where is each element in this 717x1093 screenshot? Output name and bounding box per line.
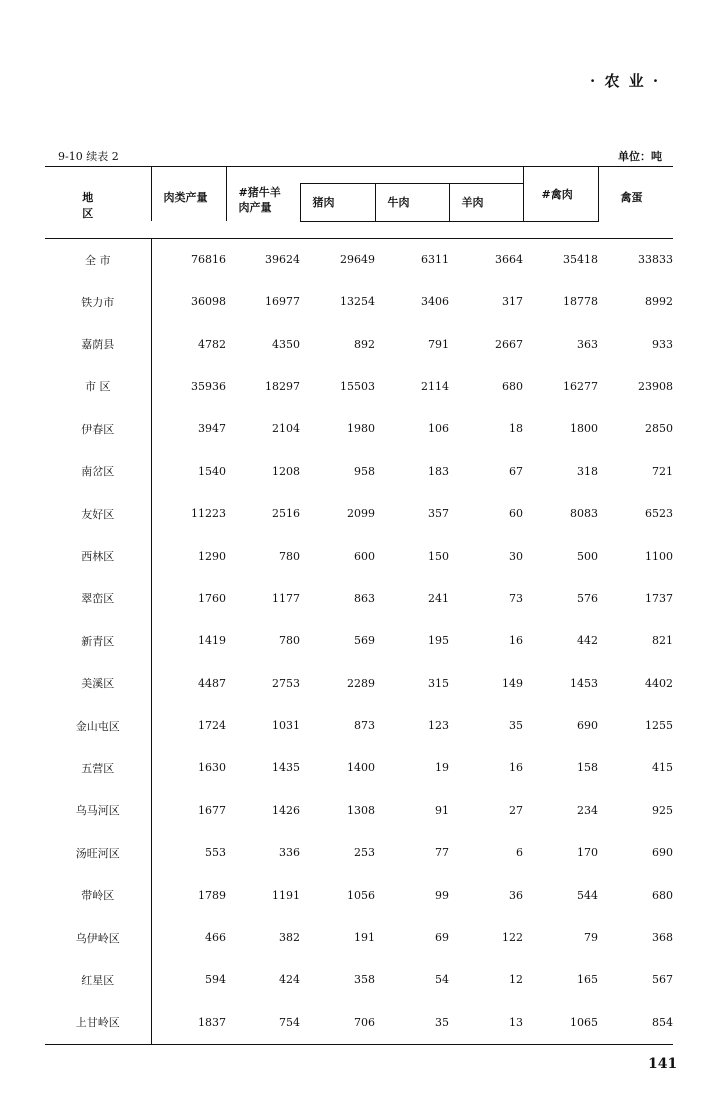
cell-pork: 1056 bbox=[347, 888, 375, 902]
cell-beef: 91 bbox=[435, 803, 449, 817]
cell-redmeat: 424 bbox=[279, 973, 300, 987]
cell-eggs: 821 bbox=[652, 634, 674, 648]
cell-redmeat: 1031 bbox=[272, 719, 300, 733]
cell-mutton: 36 bbox=[509, 888, 524, 902]
cell-meat-total: 1760 bbox=[151, 577, 226, 619]
col-header-pork: 猪肉 bbox=[300, 184, 375, 221]
cell-pork: 2099 bbox=[347, 507, 375, 521]
cell-mutton: 6 bbox=[516, 846, 524, 860]
cell-mutton: 27 bbox=[509, 803, 524, 817]
col-header-redmeat-group bbox=[300, 167, 523, 184]
cell-region: 市 区 bbox=[85, 380, 111, 394]
cell-poultry: 442 bbox=[577, 634, 599, 648]
cell-pork: 892 bbox=[354, 337, 375, 351]
cell-meat-total: 36098 bbox=[151, 281, 226, 323]
cell-region: 西林区 bbox=[81, 550, 115, 564]
cell-beef: 150 bbox=[428, 549, 449, 563]
cell-region: 新青区 bbox=[81, 634, 115, 648]
col-header-beef: 牛肉 bbox=[375, 184, 449, 221]
cell-poultry: 544 bbox=[577, 888, 599, 902]
table-row bbox=[45, 704, 673, 746]
cell-region: 乌伊岭区 bbox=[75, 931, 120, 945]
cell-beef: 315 bbox=[428, 676, 449, 690]
table-row bbox=[45, 959, 673, 1001]
col-header-meat-total: 肉类产量 bbox=[151, 167, 226, 222]
cell-poultry: 1065 bbox=[523, 1001, 598, 1044]
cell-pork: 873 bbox=[354, 719, 375, 733]
cell-poultry: 318 bbox=[577, 464, 599, 478]
cell-redmeat: 16977 bbox=[265, 295, 300, 309]
cell-redmeat: 1426 bbox=[272, 803, 300, 817]
cell-eggs: 6523 bbox=[645, 507, 674, 521]
page-number: 141 bbox=[648, 1056, 678, 1072]
table-row bbox=[45, 238, 673, 281]
cell-region: 带岭区 bbox=[81, 889, 115, 903]
cell-region: 全 市 bbox=[85, 253, 111, 267]
cell-region: 友好区 bbox=[81, 507, 115, 521]
cell-poultry: 1453 bbox=[570, 676, 599, 690]
unit-label: 单位：吨 bbox=[618, 150, 662, 163]
cell-beef: 69 bbox=[435, 931, 449, 945]
cell-region: 金山屯区 bbox=[75, 719, 120, 733]
header-spacer bbox=[45, 221, 673, 238]
table-row bbox=[45, 281, 673, 323]
cell-meat-total: 1789 bbox=[151, 874, 226, 916]
cell-meat-total: 553 bbox=[151, 832, 226, 874]
table-row bbox=[45, 789, 673, 831]
cell-eggs: 4402 bbox=[645, 676, 674, 690]
cell-poultry: 690 bbox=[577, 719, 599, 733]
col-header-poultry: #禽肉 bbox=[523, 167, 598, 222]
cell-redmeat: 4350 bbox=[272, 337, 300, 351]
cell-poultry: 165 bbox=[577, 973, 599, 987]
cell-beef: 3406 bbox=[421, 295, 449, 309]
cell-mutton: 680 bbox=[502, 379, 524, 393]
cell-pork: 569 bbox=[354, 634, 375, 648]
cell-redmeat: 1208 bbox=[272, 464, 300, 478]
cell-pork: 29649 bbox=[340, 253, 375, 266]
cell-eggs: 925 bbox=[652, 803, 674, 817]
cell-pork: 1400 bbox=[347, 761, 375, 775]
cell-redmeat: 39624 bbox=[265, 253, 300, 266]
cell-beef: 77 bbox=[435, 846, 449, 860]
cell-eggs: 1255 bbox=[645, 719, 674, 733]
cell-beef: 791 bbox=[428, 337, 449, 351]
cell-meat-total: 1540 bbox=[151, 450, 226, 492]
cell-meat-total: 4782 bbox=[151, 323, 226, 365]
table-row bbox=[45, 874, 673, 916]
cell-meat-total: 11223 bbox=[151, 492, 226, 534]
cell-meat-total: 3947 bbox=[151, 408, 226, 450]
cell-eggs: 1100 bbox=[645, 549, 674, 563]
cell-pork: 15503 bbox=[340, 379, 375, 393]
cell-pork: 1308 bbox=[347, 803, 375, 817]
table-row bbox=[45, 577, 673, 619]
cell-poultry: 170 bbox=[577, 846, 599, 860]
meat-production-table bbox=[45, 166, 673, 1045]
cell-mutton: 2667 bbox=[495, 337, 524, 351]
cell-pork: 600 bbox=[354, 549, 375, 563]
cell-mutton: 12 bbox=[509, 973, 524, 987]
table-row bbox=[45, 747, 673, 789]
cell-mutton: 317 bbox=[502, 295, 524, 309]
cell-pork: 706 bbox=[300, 1001, 375, 1044]
cell-mutton: 122 bbox=[502, 931, 524, 945]
cell-meat-total: 1724 bbox=[151, 704, 226, 746]
cell-pork: 2289 bbox=[347, 676, 375, 690]
cell-mutton: 16 bbox=[509, 761, 524, 775]
cell-region: 乌马河区 bbox=[75, 804, 120, 818]
cell-mutton: 16 bbox=[509, 634, 524, 648]
table-row bbox=[45, 323, 673, 365]
cell-mutton: 30 bbox=[509, 549, 524, 563]
cell-meat-total: 466 bbox=[151, 916, 226, 958]
table-row bbox=[45, 916, 673, 958]
cell-meat-total: 1290 bbox=[151, 535, 226, 577]
table-row bbox=[45, 620, 673, 662]
cell-region: 南岔区 bbox=[81, 465, 115, 479]
cell-redmeat: 780 bbox=[279, 549, 300, 563]
cell-region: 翠峦区 bbox=[81, 592, 115, 606]
cell-region: 五营区 bbox=[81, 761, 115, 775]
cell-region: 伊春区 bbox=[81, 422, 115, 436]
cell-pork: 253 bbox=[354, 846, 375, 860]
cell-poultry: 79 bbox=[584, 931, 599, 945]
table-row bbox=[45, 832, 673, 874]
cell-poultry: 1800 bbox=[570, 422, 599, 436]
cell-eggs: 2850 bbox=[645, 422, 674, 436]
cell-mutton: 60 bbox=[509, 507, 524, 521]
cell-meat-total: 1677 bbox=[151, 789, 226, 831]
cell-redmeat: 1435 bbox=[272, 761, 300, 775]
cell-eggs: 933 bbox=[652, 337, 674, 351]
cell-redmeat: 2516 bbox=[272, 507, 300, 521]
cell-pork: 191 bbox=[354, 931, 375, 945]
cell-mutton: 149 bbox=[502, 676, 524, 690]
col-header-mutton: 羊肉 bbox=[449, 184, 523, 221]
cell-eggs: 368 bbox=[652, 931, 674, 945]
cell-region: 红星区 bbox=[81, 973, 115, 987]
cell-poultry: 234 bbox=[577, 803, 599, 817]
col-header-redmeat-line2: 肉产量 bbox=[238, 201, 272, 214]
cell-poultry: 576 bbox=[577, 591, 599, 605]
cell-region: 美溪区 bbox=[81, 677, 115, 691]
cell-beef: 54 bbox=[435, 973, 449, 987]
col-header-region: 地 区 bbox=[45, 167, 151, 222]
cell-beef: 2114 bbox=[421, 379, 449, 393]
cell-redmeat: 382 bbox=[279, 931, 300, 945]
cell-eggs: 8992 bbox=[645, 295, 674, 309]
cell-meat-total: 4487 bbox=[151, 662, 226, 704]
cell-region: 上甘岭区 bbox=[45, 1001, 151, 1044]
cell-eggs: 33833 bbox=[638, 253, 674, 266]
cell-mutton: 35 bbox=[509, 719, 524, 733]
cell-eggs: 680 bbox=[652, 888, 674, 902]
cell-meat-total: 1837 bbox=[151, 1001, 226, 1044]
cell-beef: 6311 bbox=[421, 253, 449, 266]
cell-redmeat: 2753 bbox=[272, 676, 300, 690]
col-header-redmeat-line1: #猪牛羊 bbox=[238, 186, 281, 199]
cell-redmeat: 336 bbox=[279, 846, 300, 860]
cell-beef: 106 bbox=[428, 422, 449, 436]
table-row bbox=[45, 492, 673, 534]
cell-mutton: 67 bbox=[509, 464, 524, 478]
cell-poultry: 35418 bbox=[563, 253, 599, 266]
cell-pork: 958 bbox=[354, 464, 375, 478]
table-row bbox=[45, 365, 673, 407]
col-header-eggs: 禽蛋 bbox=[598, 167, 673, 222]
cell-mutton: 3664 bbox=[495, 253, 524, 266]
cell-beef: 195 bbox=[428, 634, 449, 648]
cell-beef: 99 bbox=[435, 888, 449, 902]
cell-eggs: 721 bbox=[652, 464, 674, 478]
cell-redmeat: 18297 bbox=[265, 379, 300, 393]
cell-pork: 863 bbox=[354, 591, 375, 605]
cell-eggs: 690 bbox=[652, 846, 674, 860]
cell-meat-total: 76816 bbox=[151, 238, 226, 281]
cell-redmeat: 1177 bbox=[272, 591, 300, 605]
cell-beef: 183 bbox=[428, 464, 449, 478]
cell-pork: 1980 bbox=[347, 422, 375, 436]
cell-poultry: 8083 bbox=[570, 507, 599, 521]
cell-meat-total: 35936 bbox=[151, 365, 226, 407]
cell-redmeat: 780 bbox=[279, 634, 300, 648]
cell-eggs: 415 bbox=[652, 761, 674, 775]
cell-poultry: 158 bbox=[577, 761, 599, 775]
cell-beef: 123 bbox=[428, 719, 449, 733]
cell-region: 汤旺河区 bbox=[75, 846, 120, 860]
table-row bbox=[45, 662, 673, 704]
cell-beef: 241 bbox=[428, 591, 449, 605]
cell-beef: 35 bbox=[375, 1001, 449, 1044]
cell-meat-total: 1630 bbox=[151, 747, 226, 789]
cell-beef: 357 bbox=[428, 507, 449, 521]
cell-mutton: 13 bbox=[449, 1001, 523, 1044]
cell-pork: 13254 bbox=[340, 295, 375, 309]
cell-eggs: 1737 bbox=[645, 591, 674, 605]
cell-beef: 19 bbox=[435, 761, 449, 775]
section-title: · 农 业 · bbox=[590, 72, 661, 90]
cell-meat-total: 1419 bbox=[151, 620, 226, 662]
cell-redmeat: 754 bbox=[226, 1001, 300, 1044]
cell-pork: 358 bbox=[354, 973, 375, 987]
cell-eggs: 567 bbox=[652, 973, 674, 987]
table-row bbox=[45, 408, 673, 450]
col-header-redmeat bbox=[226, 167, 300, 222]
cell-eggs: 23908 bbox=[638, 379, 674, 393]
cell-mutton: 73 bbox=[509, 591, 524, 605]
cell-poultry: 363 bbox=[577, 337, 599, 351]
cell-poultry: 16277 bbox=[563, 379, 599, 393]
cell-redmeat: 2104 bbox=[272, 422, 300, 436]
cell-eggs: 854 bbox=[598, 1001, 673, 1044]
cell-region: 铁力市 bbox=[81, 295, 115, 309]
cell-mutton: 18 bbox=[509, 422, 524, 436]
cell-region: 嘉荫县 bbox=[81, 338, 115, 352]
table-id: 9-10 续表 2 bbox=[58, 150, 119, 163]
table-row bbox=[45, 450, 673, 492]
cell-redmeat: 1191 bbox=[272, 888, 300, 902]
cell-meat-total: 594 bbox=[151, 959, 226, 1001]
cell-poultry: 18778 bbox=[563, 295, 599, 309]
cell-poultry: 500 bbox=[577, 549, 599, 563]
table-row bbox=[45, 1001, 673, 1044]
table-row bbox=[45, 535, 673, 577]
